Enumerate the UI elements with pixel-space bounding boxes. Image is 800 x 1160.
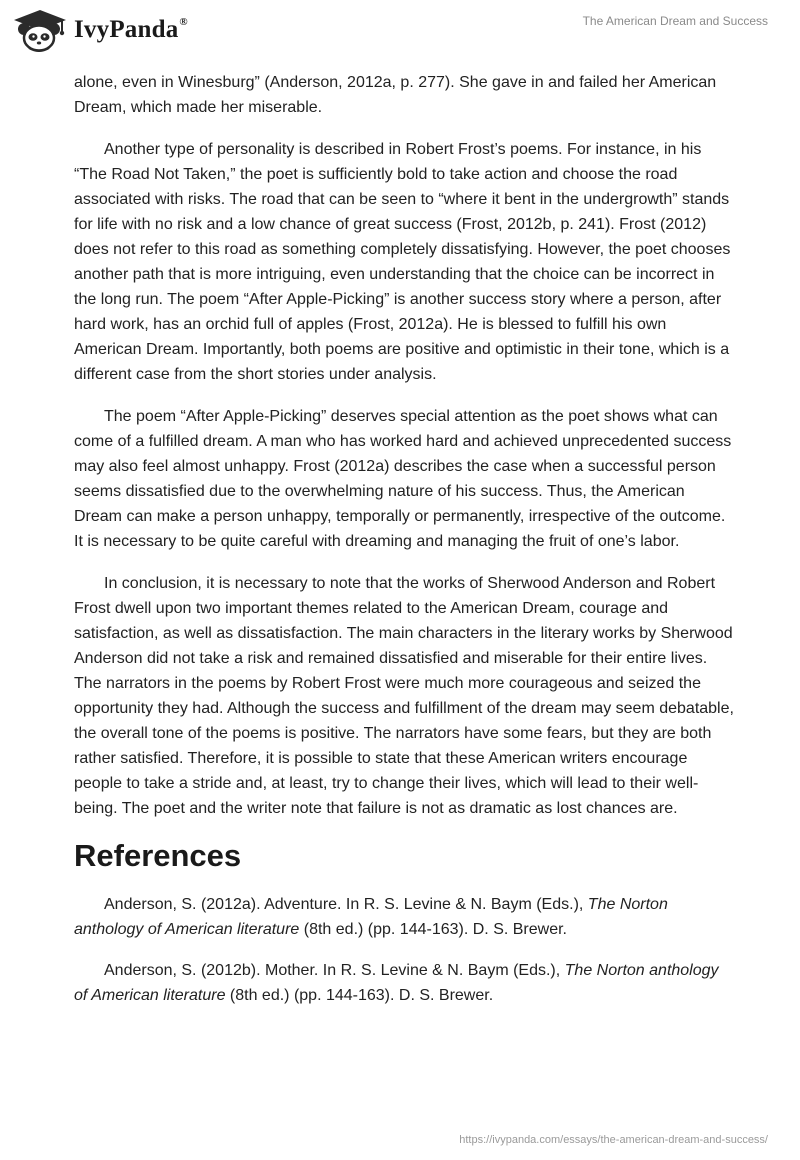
page-header bbox=[0, 0, 800, 60]
reference-book-title: The Norton anthology of American literature bbox=[74, 962, 719, 1004]
reference-item: Anderson, S. (2012a). Adventure. In R. S. Levine & N. Baym (Eds.), The Norton anthology of American literature (8th ed.) (pp. 144-163). D. S. Brewer. bbox=[74, 896, 668, 938]
panda-graduate-icon bbox=[12, 8, 68, 52]
paragraph-frost-poems: Another type of personality is described in Robert Frost’s poems. For instance, in his “The Road Not Taken,” the poet is sufficiently bold to take action and choose the road associated with risks. The road that can be seen to “where it bent in the undergrowth” stands for life with no risk and a low chance of great success (Frost, 2012b, p. 241). Frost (2012) does not refer to this road as something completely dissatisfying. However, the poet chooses another path that is more intriguing, even understanding that the choice can be incorrect in the long run. The poem “After Apple-Picking” is another success story where a person, after hard work, has an orchid full of apples (Frost, 2012a). He is blessed to fulfill his own American Dream. Importantly, both poems are positive and optimistic in their tone, which is a different case from the short stories under analysis. bbox=[74, 141, 731, 383]
paragraph-after-apple-picking: The poem “After Apple-Picking” deserves special attention as the poet shows what can come of a fulfilled dream. A man who has worked hard and achieved unprecedented success may also feel almost unhappy. Frost (2012a) describes the case when a successful person seems dissatisfied due to the overwhelming nature of his success. Thus, the American Dream can make a person unhappy, temporally or permanently, irrespective of the outcome. It is necessary to be quite careful with dreaming and managing the fruit of one’s labor. bbox=[74, 408, 732, 550]
ivypanda-logo[interactable] bbox=[12, 8, 188, 52]
references-heading: References bbox=[74, 838, 242, 873]
paragraph-continued: alone, even in Winesburg” (Anderson, 2012a, p. 277). She gave in and failed her American Dream, which made her miserable. bbox=[74, 74, 717, 116]
brand-name: IvyPanda® bbox=[74, 16, 188, 43]
essay-content bbox=[74, 70, 734, 1024]
reference-book-title: The Norton anthology of American literature bbox=[74, 896, 668, 938]
reference-item: Anderson, S. (2012b). Mother. In R. S. Levine & N. Baym (Eds.), The Norton anthology of American literature (8th ed.) (pp. 144-163). D. S. Brewer. bbox=[74, 962, 719, 1004]
paragraph-conclusion: In conclusion, it is necessary to note that the works of Sherwood Anderson and Robert Frost dwell upon two important themes related to the American Dream, courage and satisfaction, as well as dissatisfaction. The main characters in the literary works by Sherwood Anderson did not take a risk and remained dissatisfied and miserable for their entire lives. The narrators in the poems by Robert Frost were much more courageous and seized the opportunity they had. Although the success and fulfillment of the dream may seem debatable, the overall tone of the poems is positive. The narrators have some fears, but they are both rather satisfied. Therefore, it is possible to state that these American writers encourage people to take a stride and, at least, try to change their lives, which will lead to their well-being. The poet and the writer note that failure is not as dramatic as lost chances are. bbox=[74, 575, 734, 817]
source-url[interactable]: https://ivypanda.com/essays/the-american-dream-and-success/ bbox=[459, 1134, 768, 1146]
document-title: The American Dream and Success bbox=[582, 14, 768, 28]
